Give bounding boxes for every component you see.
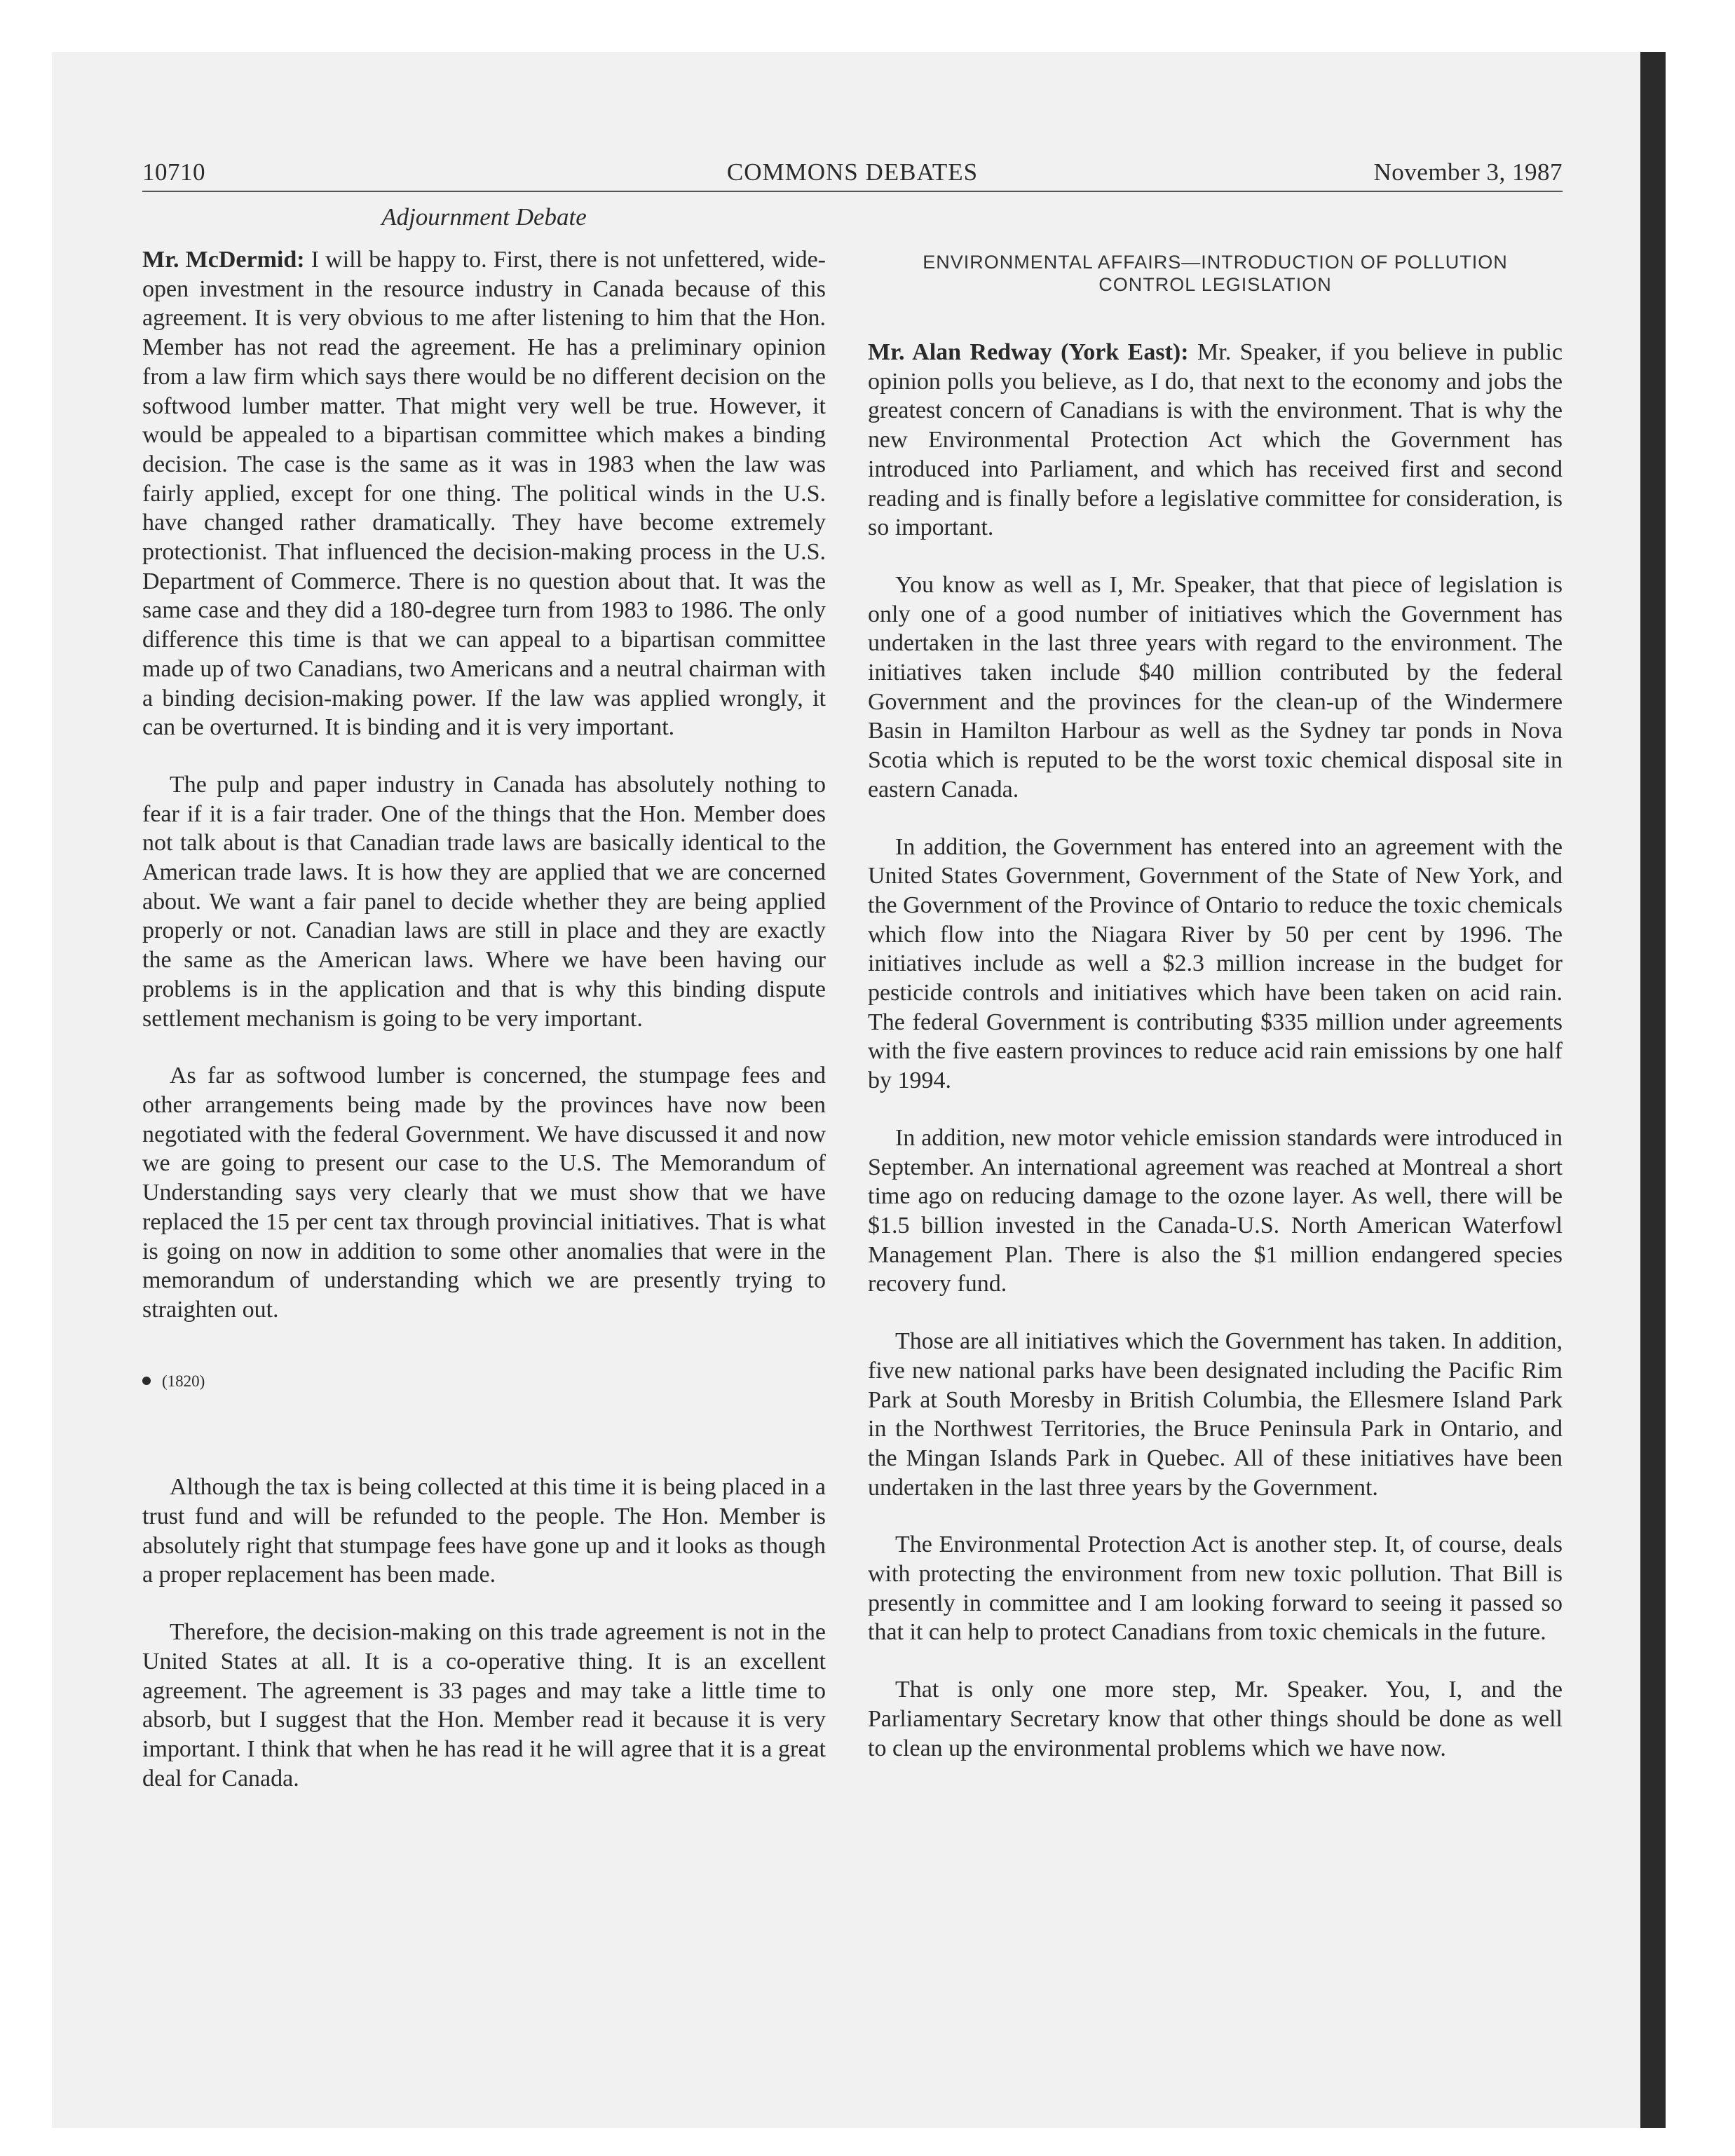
speaker-name: Mr. McDermid: — [142, 247, 305, 273]
paragraph: That is only one more step, Mr. Speaker. You, I, and the Parliamentary Secretary know that other things should be done as well to clean up the environmental problems which we have now. — [868, 1677, 1563, 1761]
bullet-icon — [142, 1377, 151, 1385]
paragraph-text: Mr. Speaker, if you believe in public opinion polls you believe, as I do, that next to the economy and jobs the greatest concern of Canadians is with the environment. That is why the new Environmental Protection Act which the Government has introduced into Parliament, and which has received first and second reading and is finally before a legislative committee for consideration, is so important. — [868, 339, 1563, 541]
speaker-name: Mr. Alan Redway (York East): — [868, 339, 1189, 365]
paragraph: The pulp and paper industry in Canada has absolutely nothing to fear if it is a fair trader. One of the things that the Hon. Member does not talk about is that Canadian trade laws are basically identical to the American trade laws. It is how they are applied that we are concerned about. We want a fair panel to decide whether they are being applied properly or not. Canadian laws are still in place and they are exactly the same as the American laws. Where we have been having our problems is in the application and that is why this binding dispute settlement mechanism is going to be very important. — [142, 771, 826, 1032]
right-column — [868, 251, 1563, 1791]
journal-title: COMMONS DEBATES — [726, 158, 979, 186]
page-number: 10710 — [142, 158, 205, 186]
scan-edge-bar — [1640, 52, 1666, 2128]
paragraph: In addition, the Government has entered into an agreement with the United States Government, Government of the State of New York, and the Government of the Province of Ontario to reduce the toxic chemicals which flow into the Niagara River by 50 per cent by 1996. The initiatives include as well a $2.3 million increase in the budget for pesticide controls and initiatives which have been taken on acid rain. The federal Government is contributing $335 million under agreements with the five eastern provinces to reduce acid rain emissions by one half by 1994. — [868, 833, 1563, 1094]
paragraph — [868, 338, 1563, 543]
timestamp-marker — [142, 1367, 826, 1396]
paragraph: Therefore, the decision-making on this trade agreement is not in the United States at all. It is a co-operative thing. It is an excellent agreement. The agreement is 33 pages and may take a little time to absorb, but I suggest that the Hon. Member read it because it is very important. I think that when he has read it he will agree that it is a great deal for Canada. — [142, 1619, 826, 1792]
paragraph: In addition, new motor vehicle emission standards were introduced in September. An international agreement was reached at Montreal a short time ago on reducing damage to the ozone layer. As well, there will be $1.5 billion invested in the Canada-U.S. North American Waterfowl Management Plan. There is also the $1 million endangered species recovery fund. — [868, 1124, 1563, 1297]
paragraph — [142, 245, 826, 742]
paragraph: Although the tax is being collected at this time it is being placed in a trust fund and will be refunded to the people. The Hon. Member is absolutely right that stumpage fees have gone up and it looks as though a proper replacement has been made. — [142, 1474, 826, 1588]
paragraph: You know as well as I, Mr. Speaker, that that piece of legislation is only one of a good number of initiatives which the Government has undertaken in the last three years with regard to the environment. The initiatives taken include $40 million contributed by the federal Government and the provinces for the clean-up of the Windermere Basin in Hamilton Harbour as well as the Sydney tar ponds in Nova Scotia which is reputed to be the worst toxic chemical disposal site in eastern Canada. — [868, 571, 1563, 803]
paragraph: The Environmental Protection Act is another step. It, of course, deals with protecting the environment from new toxic pollution. That Bill is presently in committee and I am looking forward to seeing it passed so that it can help to protect Canadians from toxic chemicals in the future. — [868, 1531, 1563, 1646]
paragraph: Those are all initiatives which the Government has taken. In addition, five new national parks have been designated including the Pacific Rim Park at South Moresby in British Columbia, the Ellesmere Island Park in the Northwest Territories, the Bruce Peninsula Park in Ontario, and the Mingan Islands Park in Quebec. All of these initiatives have been undertaken in the last three years by the Government. — [868, 1328, 1563, 1501]
section-heading-line: CONTROL LEGISLATION — [1098, 274, 1332, 295]
section-heading-line: ENVIRONMENTAL AFFAIRS—INTRODUCTION OF POLLUTION — [923, 252, 1508, 273]
section-label: Adjournment Debate — [381, 203, 587, 231]
paragraph-text: I will be happy to. First, there is not unfettered, wide-open investment in the resource industry in Canada because of this agreement. It is very obvious to me after listening to him that the Hon. Member has not read the agreement. He has a preliminary opinion from a law firm which says there would be no different decision on the softwood lumber matter. That might very well be true. However, it would be appealed to a bipartisan committee which makes a binding decision. The case is the same as it was in 1983 when the law was fairly applied, except for one thing. The political winds in the U.S. have changed rather dramatically. They have become extremely protectionist. That influenced the decision-making process in the U.S. Department of Commerce. There is no question about that. It was the same case and they did a 180-degree turn from 1983 to 1986. The only difference this time is that we can appeal to a bipartisan committee made up of two Canadians, two Americans and a neutral chairman with a binding decision-making power. If the law was applied wrongly, it can be overturned. It is binding and it is very important. — [142, 247, 826, 741]
section-heading — [868, 251, 1563, 296]
left-column — [142, 245, 826, 1821]
running-head — [142, 156, 1563, 192]
timestamp: (1820) — [162, 1372, 205, 1390]
paragraph: As far as softwood lumber is concerned, the stumpage fees and other arrangements being made by the provinces have now been negotiated with the federal Government. We have discussed it and now we are going to present our case to the U.S. The Memorandum of Understanding says very clearly that we must show that we have replaced the 15 per cent tax through provincial initiatives. That is what is going on now in addition to some other anomalies that were in the memorandum of understanding which we are presently trying to straighten out. — [142, 1063, 826, 1323]
publication-date: November 3, 1987 — [1373, 158, 1563, 186]
